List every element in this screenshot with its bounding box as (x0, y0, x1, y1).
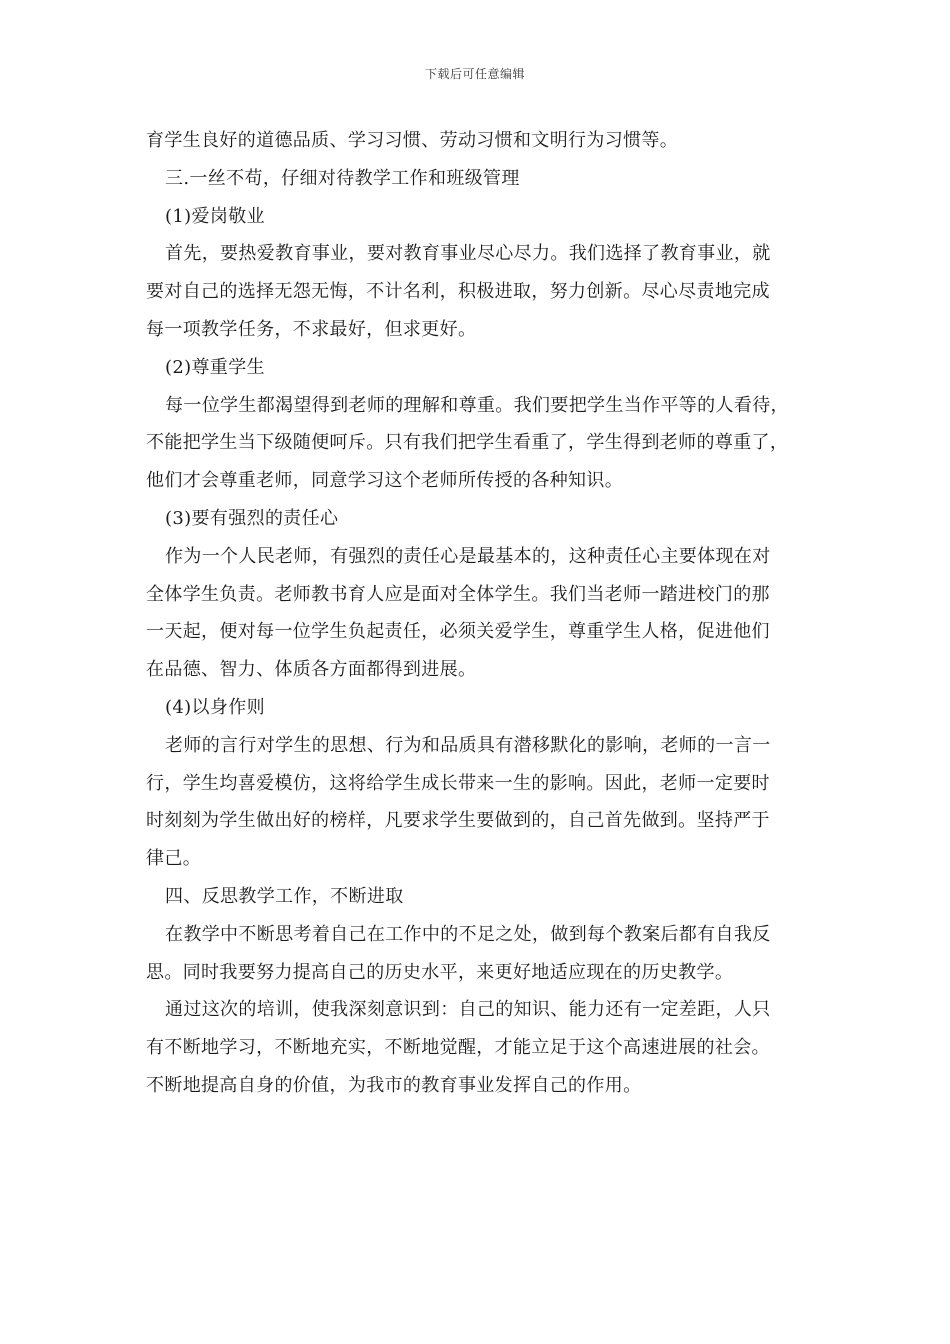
text-line: 思。同时我要努力提高自己的历史水平，来更好地适应现在的历史教学。 (146, 961, 734, 983)
text-line: 通过这次的培训，使我深刻意识到：自己的知识、能力还有一定差距，人只 (165, 999, 771, 1021)
text-line: 要对自己的选择无怨无悔，不计名利，积极进取，努力创新。尽心尽责地完成 (146, 281, 770, 303)
text-line: 律己。 (146, 848, 202, 870)
text-line: 每一项教学任务，不求最好，但求更好。 (146, 318, 477, 340)
text-line: 首先，要热爱教育事业，要对教育事业尽心尽力。我们选择了教育事业，就 (165, 243, 771, 265)
text-line: 他们才会尊重老师，同意学习这个老师所传授的各种知识。 (146, 470, 624, 492)
text-line: 育学生良好的道德品质、学习习惯、劳动习惯和文明行为习惯等。 (146, 130, 679, 151)
text-line: 有不断地学习，不断地充实，不断地觉醒，才能立足于这个高速进展的社会。 (146, 1037, 770, 1059)
subheading-4: (4)以身作则 (165, 696, 265, 718)
text-line: 行，学生均喜爱模仿，这将给学生成长带来一生的影响。因此，老师一定要时 (146, 772, 770, 794)
section-heading-3: 三.一丝不苟，仔细对待教学工作和班级管理 (165, 167, 520, 189)
text-line: 在教学中不断思考着自己在工作中的不足之处，做到每个教案后都有自我反 (165, 923, 771, 945)
text-line: 时刻刻为学生做出好的榜样，凡要求学生要做到的，自己首先做到。坚持严于 (146, 810, 770, 832)
text-line: 不能把学生当下级随便呵斥。只有我们把学生看重了，学生得到老师的尊重了， (146, 432, 789, 454)
text-line: 在品德、智力、体质各方面都得到进展。 (146, 659, 477, 681)
subheading-1: (1)爱岗敬业 (165, 205, 265, 227)
document-body (146, 122, 810, 1105)
page-header-note: 下载后可任意编辑 (424, 67, 525, 81)
subheading-3: (3)要有强烈的责任心 (165, 507, 339, 529)
text-line: 老师的言行对学生的思想、行为和品质具有潜移默化的影响，老师的一言一 (165, 734, 771, 756)
text-line: 作为一个人民老师，有强烈的责任心是最基本的，这种责任心主要体现在对 (165, 545, 771, 567)
text-line: 一天起，便对每一位学生负起责任，必须关爱学生，尊重学生人格，促进他们 (146, 621, 770, 643)
text-line: 不断地提高自身的价值，为我市的教育事业发挥自己的作用。 (146, 1074, 642, 1096)
text-line: 每一位学生都渴望得到老师的理解和尊重。我们要把学生当作平等的人看待， (165, 394, 789, 416)
text-line: 全体学生负责。老师教书育人应是面对全体学生。我们当老师一踏进校门的那 (146, 583, 770, 605)
subheading-2: (2)尊重学生 (165, 356, 265, 378)
section-heading-4: 四、反思教学工作，不断进取 (165, 885, 404, 907)
